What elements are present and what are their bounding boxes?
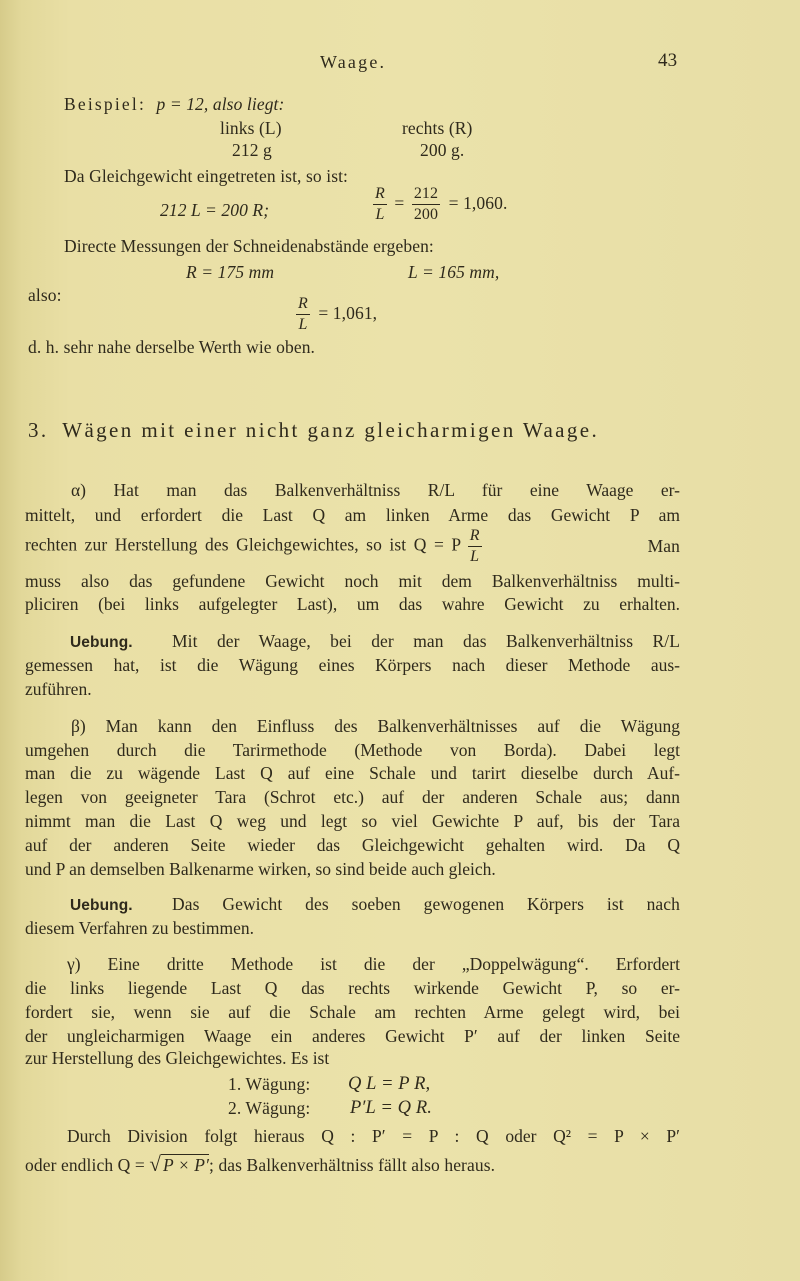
ratio-result: = 1,060.	[448, 192, 508, 213]
beta-line-1: β) Man kann den Einfluss des Balkenverhältnisses auf die Wägung	[71, 716, 680, 736]
example-expression: p = 12, also liegt:	[156, 94, 285, 114]
fraction-numerator: 212	[413, 185, 439, 202]
section-heading	[28, 418, 599, 443]
final-suffix: ; das Balkenverhältniss fällt also heraus.	[209, 1155, 496, 1175]
left-weight-value: 212 g	[232, 140, 272, 160]
right-column-label: rechts (R)	[402, 118, 473, 138]
gamma-line-4: der ungleicharmigen Waage ein anderes Gewicht P′ auf der linken Seite	[25, 1026, 680, 1046]
beta-line-4: legen von geeigneter Tara (Schrot etc.) auf der anderen Schale aus; dann	[25, 787, 680, 807]
gamma-line-5: zur Herstellung des Gleichgewichtes. Es ist	[25, 1048, 330, 1068]
sqrt-icon: √	[149, 1152, 161, 1176]
alpha-line-4: muss also das gefundene Gewicht noch mit dem Balkenverhältniss multi-	[25, 571, 680, 591]
exercise-label: Uebung.	[70, 897, 133, 914]
exercise-2-line-2: diesem Verfahren zu bestimmen.	[25, 918, 255, 938]
alpha-line-3-tail: Man	[647, 536, 680, 556]
right-weight-value: 200 g.	[420, 140, 465, 160]
fraction-r-over-l	[296, 296, 310, 333]
beta-line-5: nimmt man die Last Q weg und legt so viel Gewichte P auf, bis der Tara	[25, 811, 680, 831]
division-line: Durch Division folgt hieraus Q : P′ = P : Q oder Q² = P × P′	[67, 1126, 680, 1146]
sqrt-argument: P × P′	[162, 1155, 210, 1175]
measurement-text: Directe Messungen der Schneidenabstände ergeben:	[64, 236, 434, 256]
measure-r: R = 175 mm	[186, 262, 275, 282]
fraction-denominator: L	[375, 206, 385, 223]
beta-line-2: umgehen durch die Tarirmethode (Methode von Borda). Dabei legt	[25, 740, 680, 760]
ratio-result: = 1,061,	[318, 302, 378, 323]
alpha-line-3	[25, 528, 680, 565]
beta-line-6: auf der anderen Seite wieder das Gleichgewicht gehalten wird. Da Q	[25, 835, 680, 855]
beta-line-7: und P an demselben Balkenarme wirken, so sind beide auch gleich.	[25, 859, 496, 879]
weighing-2-label: 2. Wägung:	[228, 1098, 311, 1118]
section-title: Wägen mit einer nicht ganz gleicharmigen Waage.	[62, 418, 600, 442]
final-line	[25, 1152, 495, 1177]
also-label: also:	[28, 285, 62, 305]
fraction-numerator: R	[469, 527, 480, 544]
fraction-bar	[296, 314, 310, 315]
beta-line-3: man die zu wägende Last Q auf eine Schale und tarirt dieselbe durch Auf-	[25, 763, 680, 783]
fraction-numerator: R	[298, 295, 308, 312]
weighing-1-equation: Q L = P R,	[348, 1074, 431, 1094]
weighing-2-equation: P′L = Q R.	[350, 1098, 432, 1118]
fraction-r-over-l	[468, 528, 482, 565]
fraction-212-over-200	[412, 186, 440, 223]
gamma-line-2: die links liegende Last Q das rechts wirkende Gewicht P, so er-	[25, 978, 680, 998]
fraction-bar	[412, 204, 440, 205]
gamma-line-1: γ) Eine dritte Methode ist die der „Doppelwägung“. Erfordert	[67, 954, 680, 974]
running-title: Waage.	[320, 52, 387, 72]
exercise-1-text: Mit der Waage, bei der man das Balkenverhältniss R/L	[172, 631, 680, 651]
example-intro	[64, 94, 284, 115]
fraction-numerator: R	[375, 185, 385, 202]
equation-ratio: $\frac{R}{L}$ = $\frac{212}{200}$ = 1,060.	[375, 185, 508, 223]
alpha-line-3-text: rechten zur Herstellung des Gleichgewichtes, so ist Q = P	[25, 534, 462, 555]
measure-l: L = 165 mm,	[408, 262, 500, 282]
alpha-line-2: mittelt, und erfordert die Last Q am linken Arme das Gewicht P am	[25, 505, 680, 525]
measured-ratio	[296, 296, 377, 333]
gamma-line-3: fordert sie, wenn sie auf die Schale am rechten Arme gelegt wird, bei	[25, 1002, 680, 1022]
fraction-bar	[373, 204, 387, 205]
exercise-1-line-3: zuführen.	[25, 679, 92, 699]
final-prefix: oder endlich Q =	[25, 1155, 150, 1175]
exercise-1-line-2: gemessen hat, ist die Wägung eines Körpers nach dieser Methode aus-	[25, 655, 680, 675]
alpha-line-5: pliciren (bei links aufgelegter Last), um das wahre Gewicht zu erhalten.	[25, 594, 680, 614]
fraction-bar	[468, 546, 482, 547]
section-number: 3.	[28, 418, 49, 442]
fraction-denominator: L	[298, 316, 308, 333]
equation-balance: 212 L = 200 R;	[160, 200, 270, 220]
example-label: Beispiel:	[64, 94, 147, 114]
weighing-1-label: 1. Wägung:	[228, 1074, 311, 1094]
exercise-label: Uebung.	[70, 634, 133, 651]
equilibrium-text: Da Gleichgewicht eingetreten ist, so ist:	[64, 166, 349, 186]
fraction-denominator: 200	[413, 206, 439, 223]
exercise-1-line-1	[70, 631, 680, 652]
left-column-label: links (L)	[220, 118, 282, 138]
conclusion-text: d. h. sehr nahe derselbe Werth wie oben.	[28, 337, 316, 357]
page-number: 43	[658, 50, 678, 71]
fraction-denominator: L	[470, 548, 480, 565]
fraction-r-over-l	[373, 186, 387, 223]
alpha-line-1: α) Hat man das Balkenverhältniss R/L für eine Waage er-	[71, 480, 680, 500]
exercise-2-text: Das Gewicht des soeben gewogenen Körpers ist nach	[172, 894, 680, 914]
exercise-2-line-1	[70, 894, 680, 915]
